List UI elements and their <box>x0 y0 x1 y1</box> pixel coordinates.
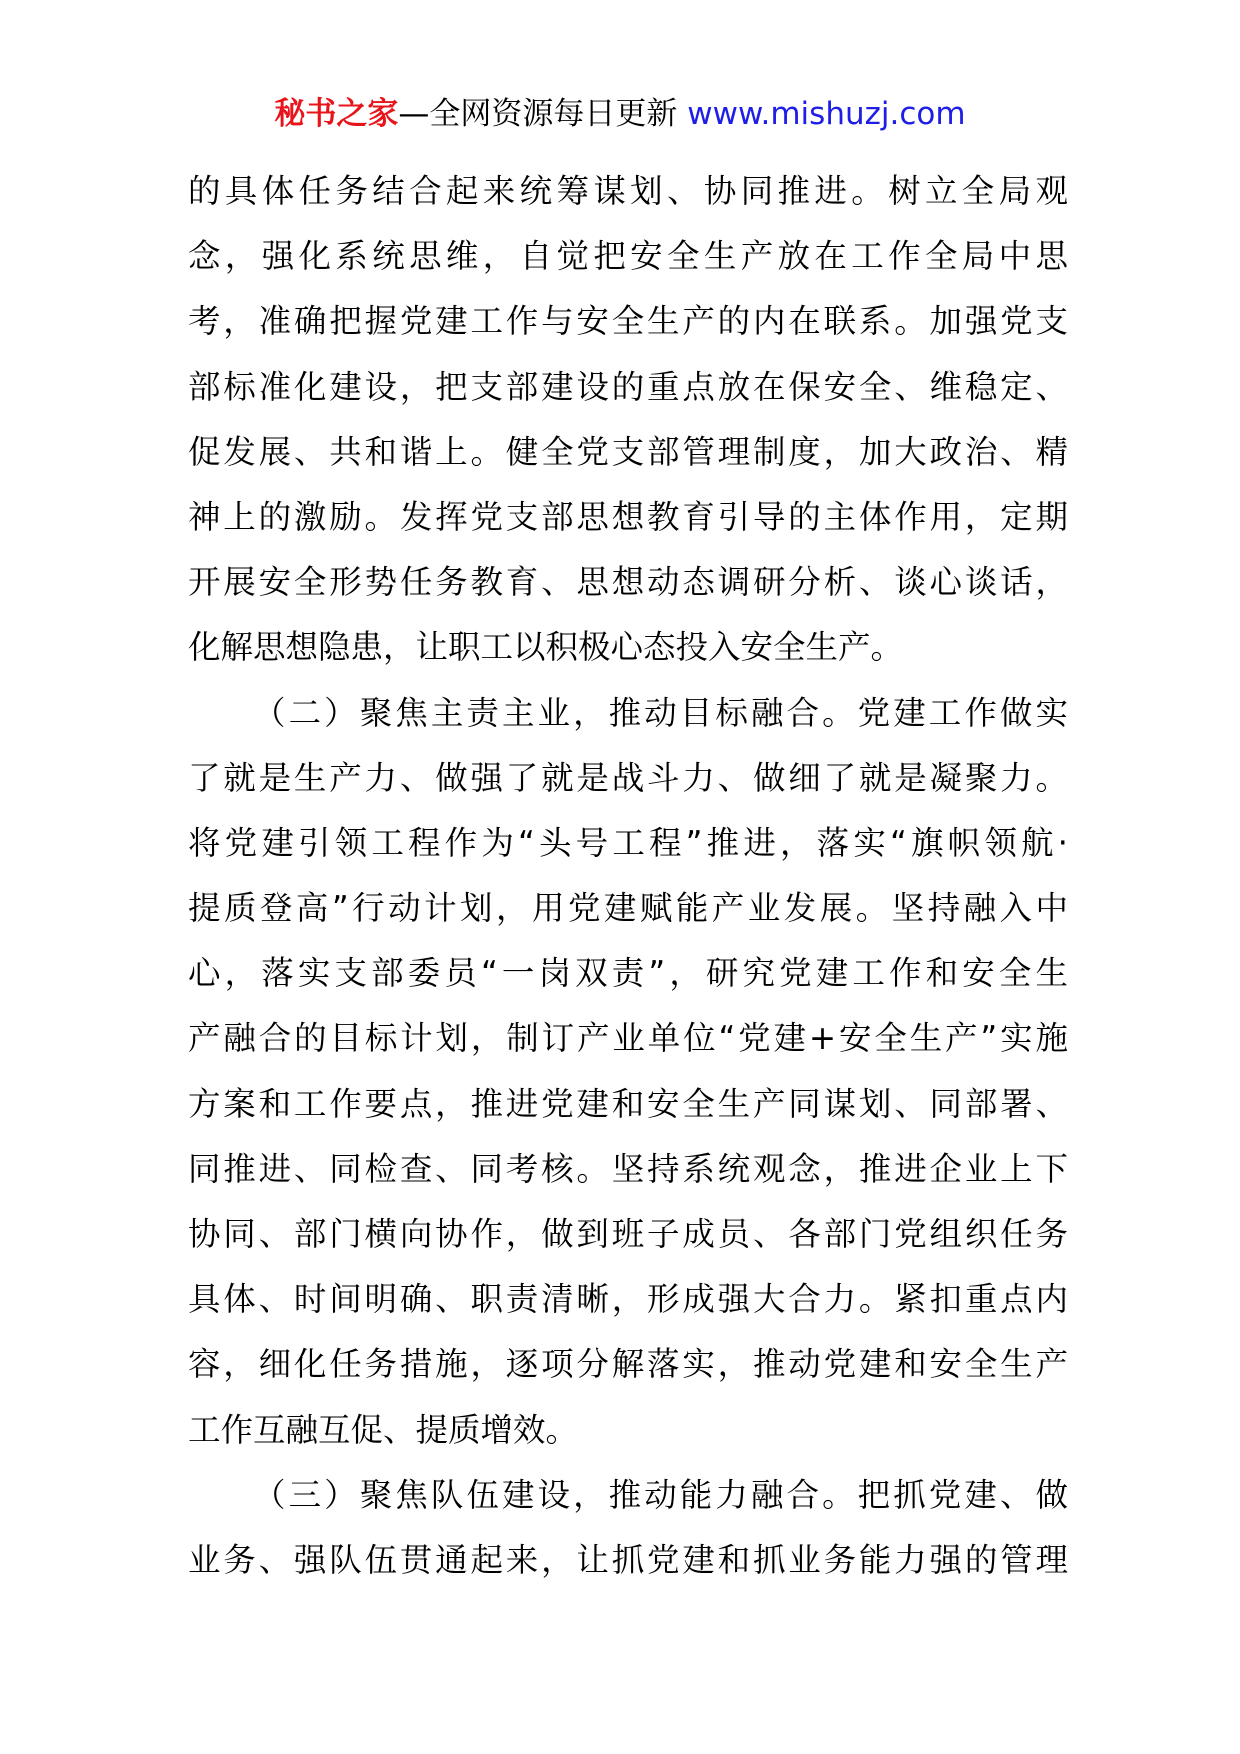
text-line: 工作互融互促、提质增效。 <box>188 1410 579 1449</box>
text-line: 考，准确把握党建工作与安全生产的内在联系。加强党支 <box>188 302 1068 341</box>
site-brand: 秘书之家 <box>274 96 399 132</box>
text-line: 部标准化建设，把支部建设的重点放在保安全、维稳定、 <box>188 367 1068 406</box>
paragraph-heading-line: （三）聚焦队伍建设，推动能力融合。把抓党建、做 <box>253 1475 1068 1514</box>
site-url[interactable]: www.mishuzj.com <box>687 96 966 132</box>
text-line: 开展安全形势任务教育、思想动态调研分析、谈心谈话， <box>188 563 1068 602</box>
text-line: 心，落实支部委员“一岗双责”，研究党建工作和安全生 <box>188 954 1068 993</box>
text-line: 提质登高”行动计划，用党建赋能产业发展。坚持融入中 <box>188 889 1068 928</box>
text-line: 将党建引领工程作为“头号工程”推进，落实“旗帜领航· <box>188 823 1068 862</box>
site-header <box>0 92 1240 136</box>
text-line: 的具体任务结合起来统筹谋划、协同推进。树立全局观 <box>188 172 1068 210</box>
document-body <box>188 159 1068 1593</box>
text-line: 了就是生产力、做强了就是战斗力、做细了就是凝聚力。 <box>188 758 1068 797</box>
text-line: 容，细化任务措施，逐项分解落实，推动党建和安全生产 <box>188 1345 1068 1384</box>
text-line: 同推进、同检查、同考核。坚持系统观念，推进企业上下 <box>188 1149 1068 1188</box>
text-line: 协同、部门横向协作，做到班子成员、各部门党组织任务 <box>188 1215 1068 1253</box>
paragraph-heading-line: （二）聚焦主责主业，推动目标融合。党建工作做实 <box>253 693 1068 732</box>
text-line: 化解思想隐患，让职工以积极心态投入安全生产。 <box>188 628 904 667</box>
text-line: 产融合的目标计划，制订产业单位“党建+安全生产”实施 <box>188 1019 1068 1058</box>
text-line: 促发展、共和谐上。健全党支部管理制度，加大政治、精 <box>188 432 1068 471</box>
site-tagline: —全网资源每日更新 <box>398 96 688 132</box>
text-line: 业务、强队伍贯通起来，让抓党建和抓业务能力强的管理 <box>188 1540 1068 1579</box>
text-line: 神上的激励。发挥党支部思想教育引导的主体作用，定期 <box>188 497 1068 536</box>
text-line: 念，强化系统思维，自觉把安全生产放在工作全局中思 <box>188 237 1068 276</box>
text-line: 方案和工作要点，推进党建和安全生产同谋划、同部署、 <box>188 1084 1068 1123</box>
text-line: 具体、时间明确、职责清晰，形成强大合力。紧扣重点内 <box>188 1280 1068 1319</box>
